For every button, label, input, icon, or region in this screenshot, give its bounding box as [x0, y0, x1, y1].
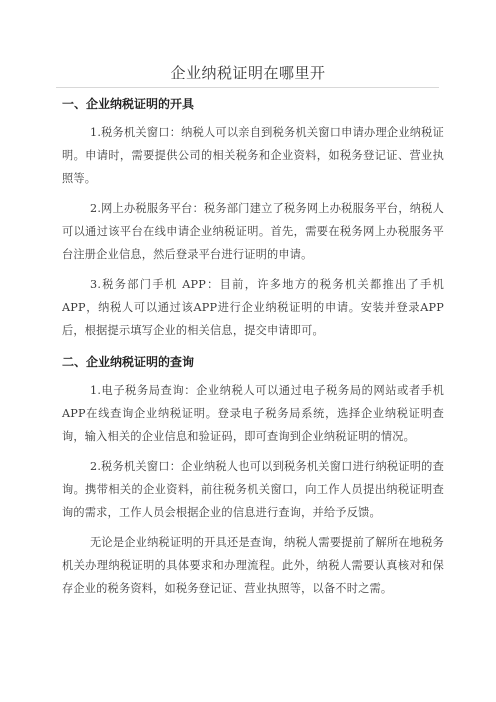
paragraph-online-platform: 2.网上办税服务平台：税务部门建立了税务网上办税服务平台，纳税人可以通过该平台在线申请企业纳税证明。首先，需要在税务网上办税服务平台注册企业信息，然后登录平台进行证明的申请。	[62, 202, 444, 261]
section-heading-inquiry: 二、企业纳税证明的查询	[62, 355, 195, 369]
paragraph-conclusion: 无论是企业纳税证明的开具还是查询，纳税人需要提前了解所在地税务机关办理纳税证明的具体要求和办理流程。此外，纳税人需要认真核对和保存企业的税务资料，如税务登记证、营业执照等，以备不时之需。	[62, 536, 444, 595]
paragraph-e-tax-bureau: 1.电子税务局查询：企业纳税人可以通过电子税务局的网站或者手机APP在线查询企业纳税证明。登录电子税务局系统，选择企业纳税证明查询，输入相关的企业信息和验证码，即可查询到企业纳税证明的情况。	[62, 384, 444, 443]
document-body	[62, 96, 444, 600]
section-heading-issuance: 一、企业纳税证明的开具	[62, 97, 195, 111]
paragraph-mobile-app: 3.税务部门手机 APP：目前，许多地方的税务机关都推出了手机 APP，纳税人可以通过该APP进行企业纳税证明的申请。安装并登录APP后，根据提示填写企业的相关信息，提交申请即可。	[62, 278, 444, 337]
document-title: 企业纳税证明在哪里开	[170, 64, 326, 82]
paragraph-window-inquiry: 2.税务机关窗口：企业纳税人也可以到税务机关窗口进行纳税证明的查询。携带相关的企业资料，前往税务机关窗口，向工作人员提出纳税证明查询的需求，工作人员会根据企业的信息进行查询，并给予反馈。	[62, 460, 444, 519]
title-divider	[56, 87, 439, 88]
paragraph-tax-office-window: 1.税务机关窗口：纳税人可以亲自到税务机关窗口申请办理企业纳税证明。申请时，需要提供公司的相关税务和企业资料，如税务登记证、营业执照等。	[62, 126, 444, 185]
